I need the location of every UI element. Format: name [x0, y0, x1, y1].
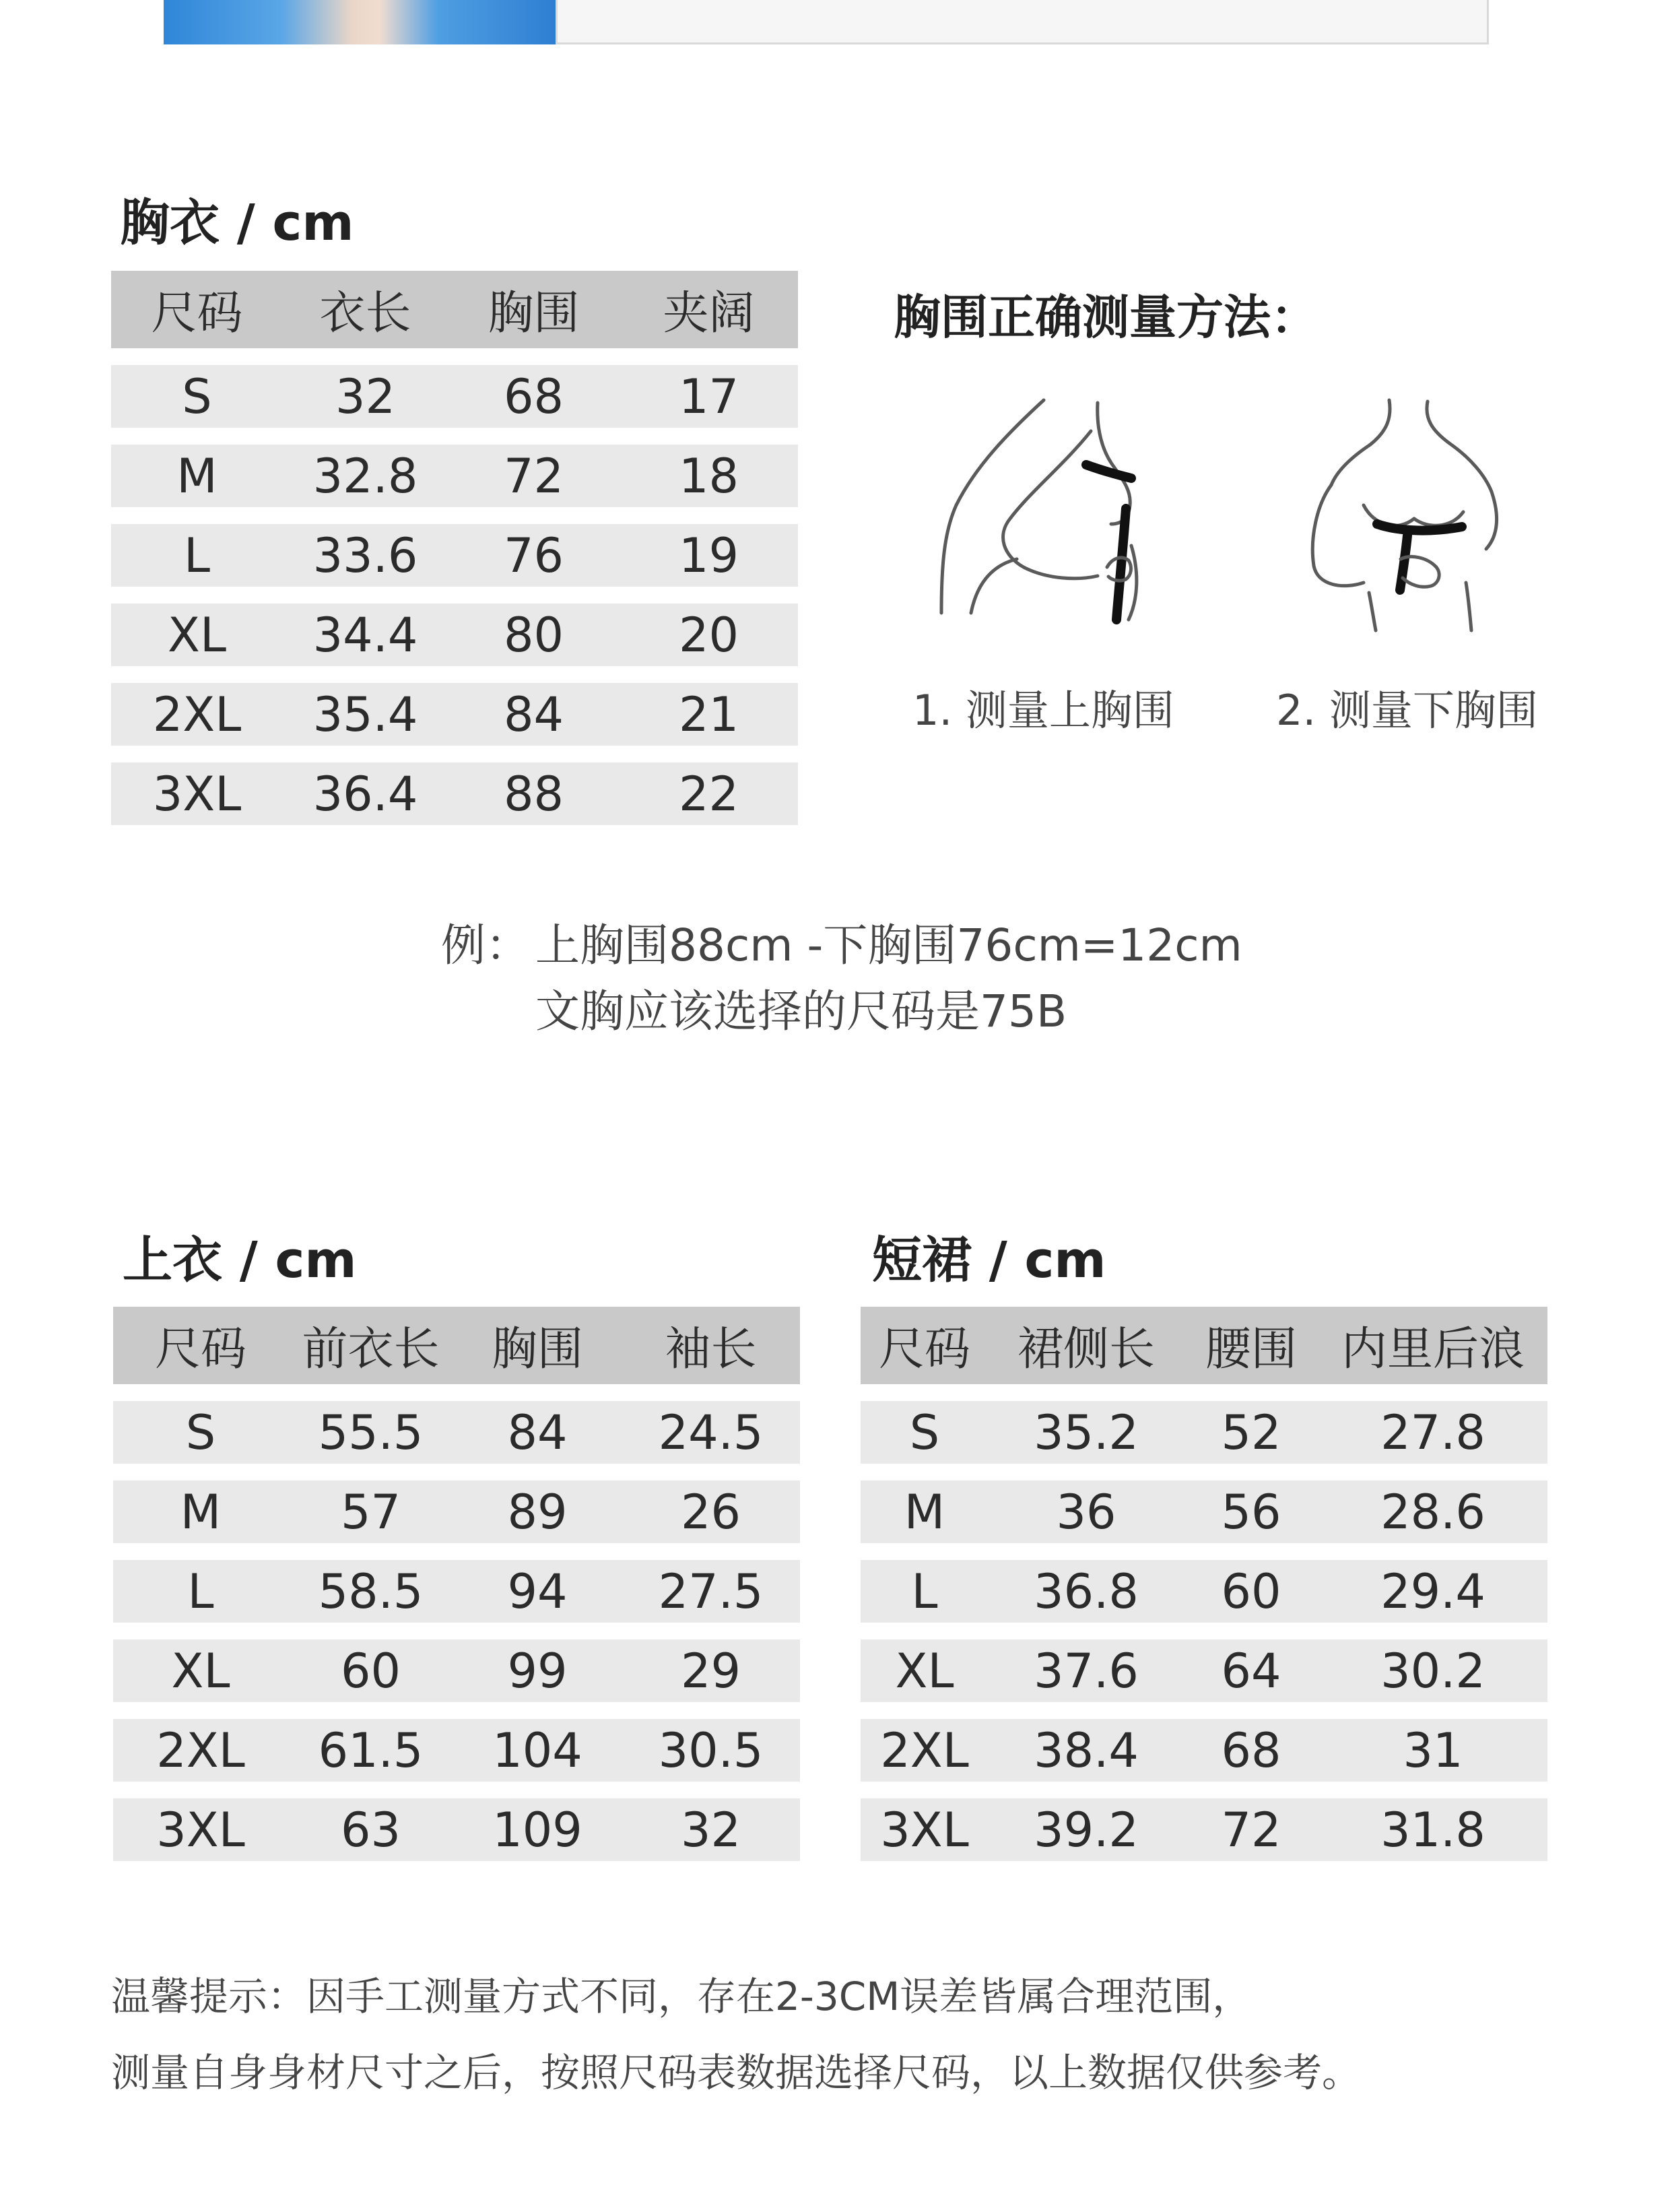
table-header-row: [861, 1307, 1547, 1384]
top-size-table: [113, 1290, 800, 1878]
value-cell: 60: [288, 1639, 453, 1702]
value-cell: 29: [622, 1639, 800, 1702]
value-cell: 84: [448, 683, 620, 746]
table-row: [113, 1401, 800, 1464]
table-row: [111, 683, 798, 746]
value-cell: 68: [448, 365, 620, 428]
size-cell: M: [861, 1481, 989, 1543]
header-armhole: 夹阔: [620, 271, 798, 348]
value-cell: 58.5: [288, 1560, 453, 1623]
value-cell: 99: [453, 1639, 622, 1702]
skirt-section-title: 短裙 / cm: [872, 1231, 1106, 1289]
value-cell: 80: [448, 604, 620, 666]
banner-panel: [556, 0, 1489, 44]
table-row: [861, 1719, 1547, 1782]
header-sleeve: 袖长: [622, 1307, 800, 1384]
value-cell: 36.8: [989, 1560, 1184, 1623]
value-cell: 30.2: [1318, 1639, 1547, 1702]
header-size: 尺码: [111, 271, 283, 348]
bra-section-title: 胸衣 / cm: [120, 194, 354, 252]
value-cell: 104: [453, 1719, 622, 1782]
bra-size-table: [111, 254, 798, 842]
value-cell: 84: [453, 1401, 622, 1464]
value-cell: 89: [453, 1481, 622, 1543]
header-waist: 腰围: [1184, 1307, 1318, 1384]
skirt-size-table: [861, 1290, 1547, 1878]
value-cell: 37.6: [989, 1639, 1184, 1702]
value-cell: 24.5: [622, 1401, 800, 1464]
table-row: [113, 1719, 800, 1782]
table-row: [111, 524, 798, 587]
example-label: 例：: [441, 919, 530, 971]
table-row: [111, 365, 798, 428]
size-cell: XL: [111, 604, 283, 666]
value-cell: 30.5: [622, 1719, 800, 1782]
size-cell: S: [113, 1401, 288, 1464]
value-cell: 39.2: [989, 1798, 1184, 1861]
value-cell: 61.5: [288, 1719, 453, 1782]
size-cell: XL: [861, 1639, 989, 1702]
example-line2: 文胸应该选择的尺码是75B: [535, 985, 1067, 1037]
header-bust: 胸围: [453, 1307, 622, 1384]
value-cell: 35.2: [989, 1401, 1184, 1464]
size-cell: L: [113, 1560, 288, 1623]
value-cell: 33.6: [283, 524, 448, 587]
value-cell: 57: [288, 1481, 453, 1543]
table-header-row: [113, 1307, 800, 1384]
value-cell: 26: [622, 1481, 800, 1543]
value-cell: 18: [620, 445, 798, 507]
value-cell: 20: [620, 604, 798, 666]
table-row: [861, 1481, 1547, 1543]
banner-photo: [164, 0, 556, 44]
size-cell: 3XL: [113, 1798, 288, 1861]
value-cell: 22: [620, 762, 798, 825]
header-back-rise: 内里后浪: [1318, 1307, 1547, 1384]
value-cell: 36: [989, 1481, 1184, 1543]
top-section-title: 上衣 / cm: [123, 1231, 357, 1289]
header-length: 衣长: [283, 271, 448, 348]
value-cell: 31: [1318, 1719, 1547, 1782]
value-cell: 28.6: [1318, 1481, 1547, 1543]
table-row: [113, 1560, 800, 1623]
size-cell: 2XL: [111, 683, 283, 746]
notice-line1: 温馨提示：因手工测量方式不同，存在2-3CM误差皆属合理范围，: [111, 1974, 1252, 2019]
value-cell: 52: [1184, 1401, 1318, 1464]
value-cell: 72: [448, 445, 620, 507]
under-bust-caption: 2. 测量下胸围: [1276, 686, 1538, 735]
header-bust: 胸围: [448, 271, 620, 348]
value-cell: 34.4: [283, 604, 448, 666]
value-cell: 55.5: [288, 1401, 453, 1464]
value-cell: 21: [620, 683, 798, 746]
header-size: 尺码: [113, 1307, 288, 1384]
measure-method-title: 胸围正确测量方法：: [894, 290, 1318, 345]
under-bust-measure-illustration: [1290, 391, 1532, 633]
table-row: [111, 445, 798, 507]
value-cell: 36.4: [283, 762, 448, 825]
value-cell: 35.4: [283, 683, 448, 746]
header-side-length: 裙侧长: [989, 1307, 1184, 1384]
header-front-length: 前衣长: [288, 1307, 453, 1384]
upper-bust-caption: 1. 测量上胸围: [912, 686, 1174, 735]
value-cell: 19: [620, 524, 798, 587]
example-line1: 上胸围88cm -下胸围76cm=12cm: [535, 919, 1242, 971]
table-row: [861, 1401, 1547, 1464]
value-cell: 72: [1184, 1798, 1318, 1861]
value-cell: 76: [448, 524, 620, 587]
value-cell: 32: [283, 365, 448, 428]
value-cell: 94: [453, 1560, 622, 1623]
size-cell: M: [113, 1481, 288, 1543]
value-cell: 27.8: [1318, 1401, 1547, 1464]
size-cell: XL: [113, 1639, 288, 1702]
size-cell: 3XL: [111, 762, 283, 825]
table-row: [861, 1560, 1547, 1623]
size-cell: 2XL: [113, 1719, 288, 1782]
value-cell: 38.4: [989, 1719, 1184, 1782]
size-cell: L: [861, 1560, 989, 1623]
size-cell: S: [111, 365, 283, 428]
value-cell: 32: [622, 1798, 800, 1861]
value-cell: 60: [1184, 1560, 1318, 1623]
value-cell: 63: [288, 1798, 453, 1861]
table-row: [111, 604, 798, 666]
table-header-row: [111, 271, 798, 348]
value-cell: 64: [1184, 1639, 1318, 1702]
value-cell: 29.4: [1318, 1560, 1547, 1623]
notice-line2: 测量自身身材尺寸之后，按照尺码表数据选择尺码，以上数据仅供参考。: [111, 2050, 1362, 2095]
value-cell: 27.5: [622, 1560, 800, 1623]
size-cell: S: [861, 1401, 989, 1464]
value-cell: 31.8: [1318, 1798, 1547, 1861]
value-cell: 68: [1184, 1719, 1318, 1782]
table-row: [111, 762, 798, 825]
size-cell: 3XL: [861, 1798, 989, 1861]
table-row: [113, 1481, 800, 1543]
value-cell: 32.8: [283, 445, 448, 507]
size-cell: L: [111, 524, 283, 587]
table-row: [113, 1639, 800, 1702]
value-cell: 88: [448, 762, 620, 825]
value-cell: 109: [453, 1798, 622, 1861]
table-row: [861, 1639, 1547, 1702]
value-cell: 17: [620, 365, 798, 428]
header-size: 尺码: [861, 1307, 989, 1384]
value-cell: 56: [1184, 1481, 1318, 1543]
size-cell: M: [111, 445, 283, 507]
table-row: [861, 1798, 1547, 1861]
size-cell: 2XL: [861, 1719, 989, 1782]
upper-bust-measure-illustration: [929, 391, 1172, 633]
table-row: [113, 1798, 800, 1861]
